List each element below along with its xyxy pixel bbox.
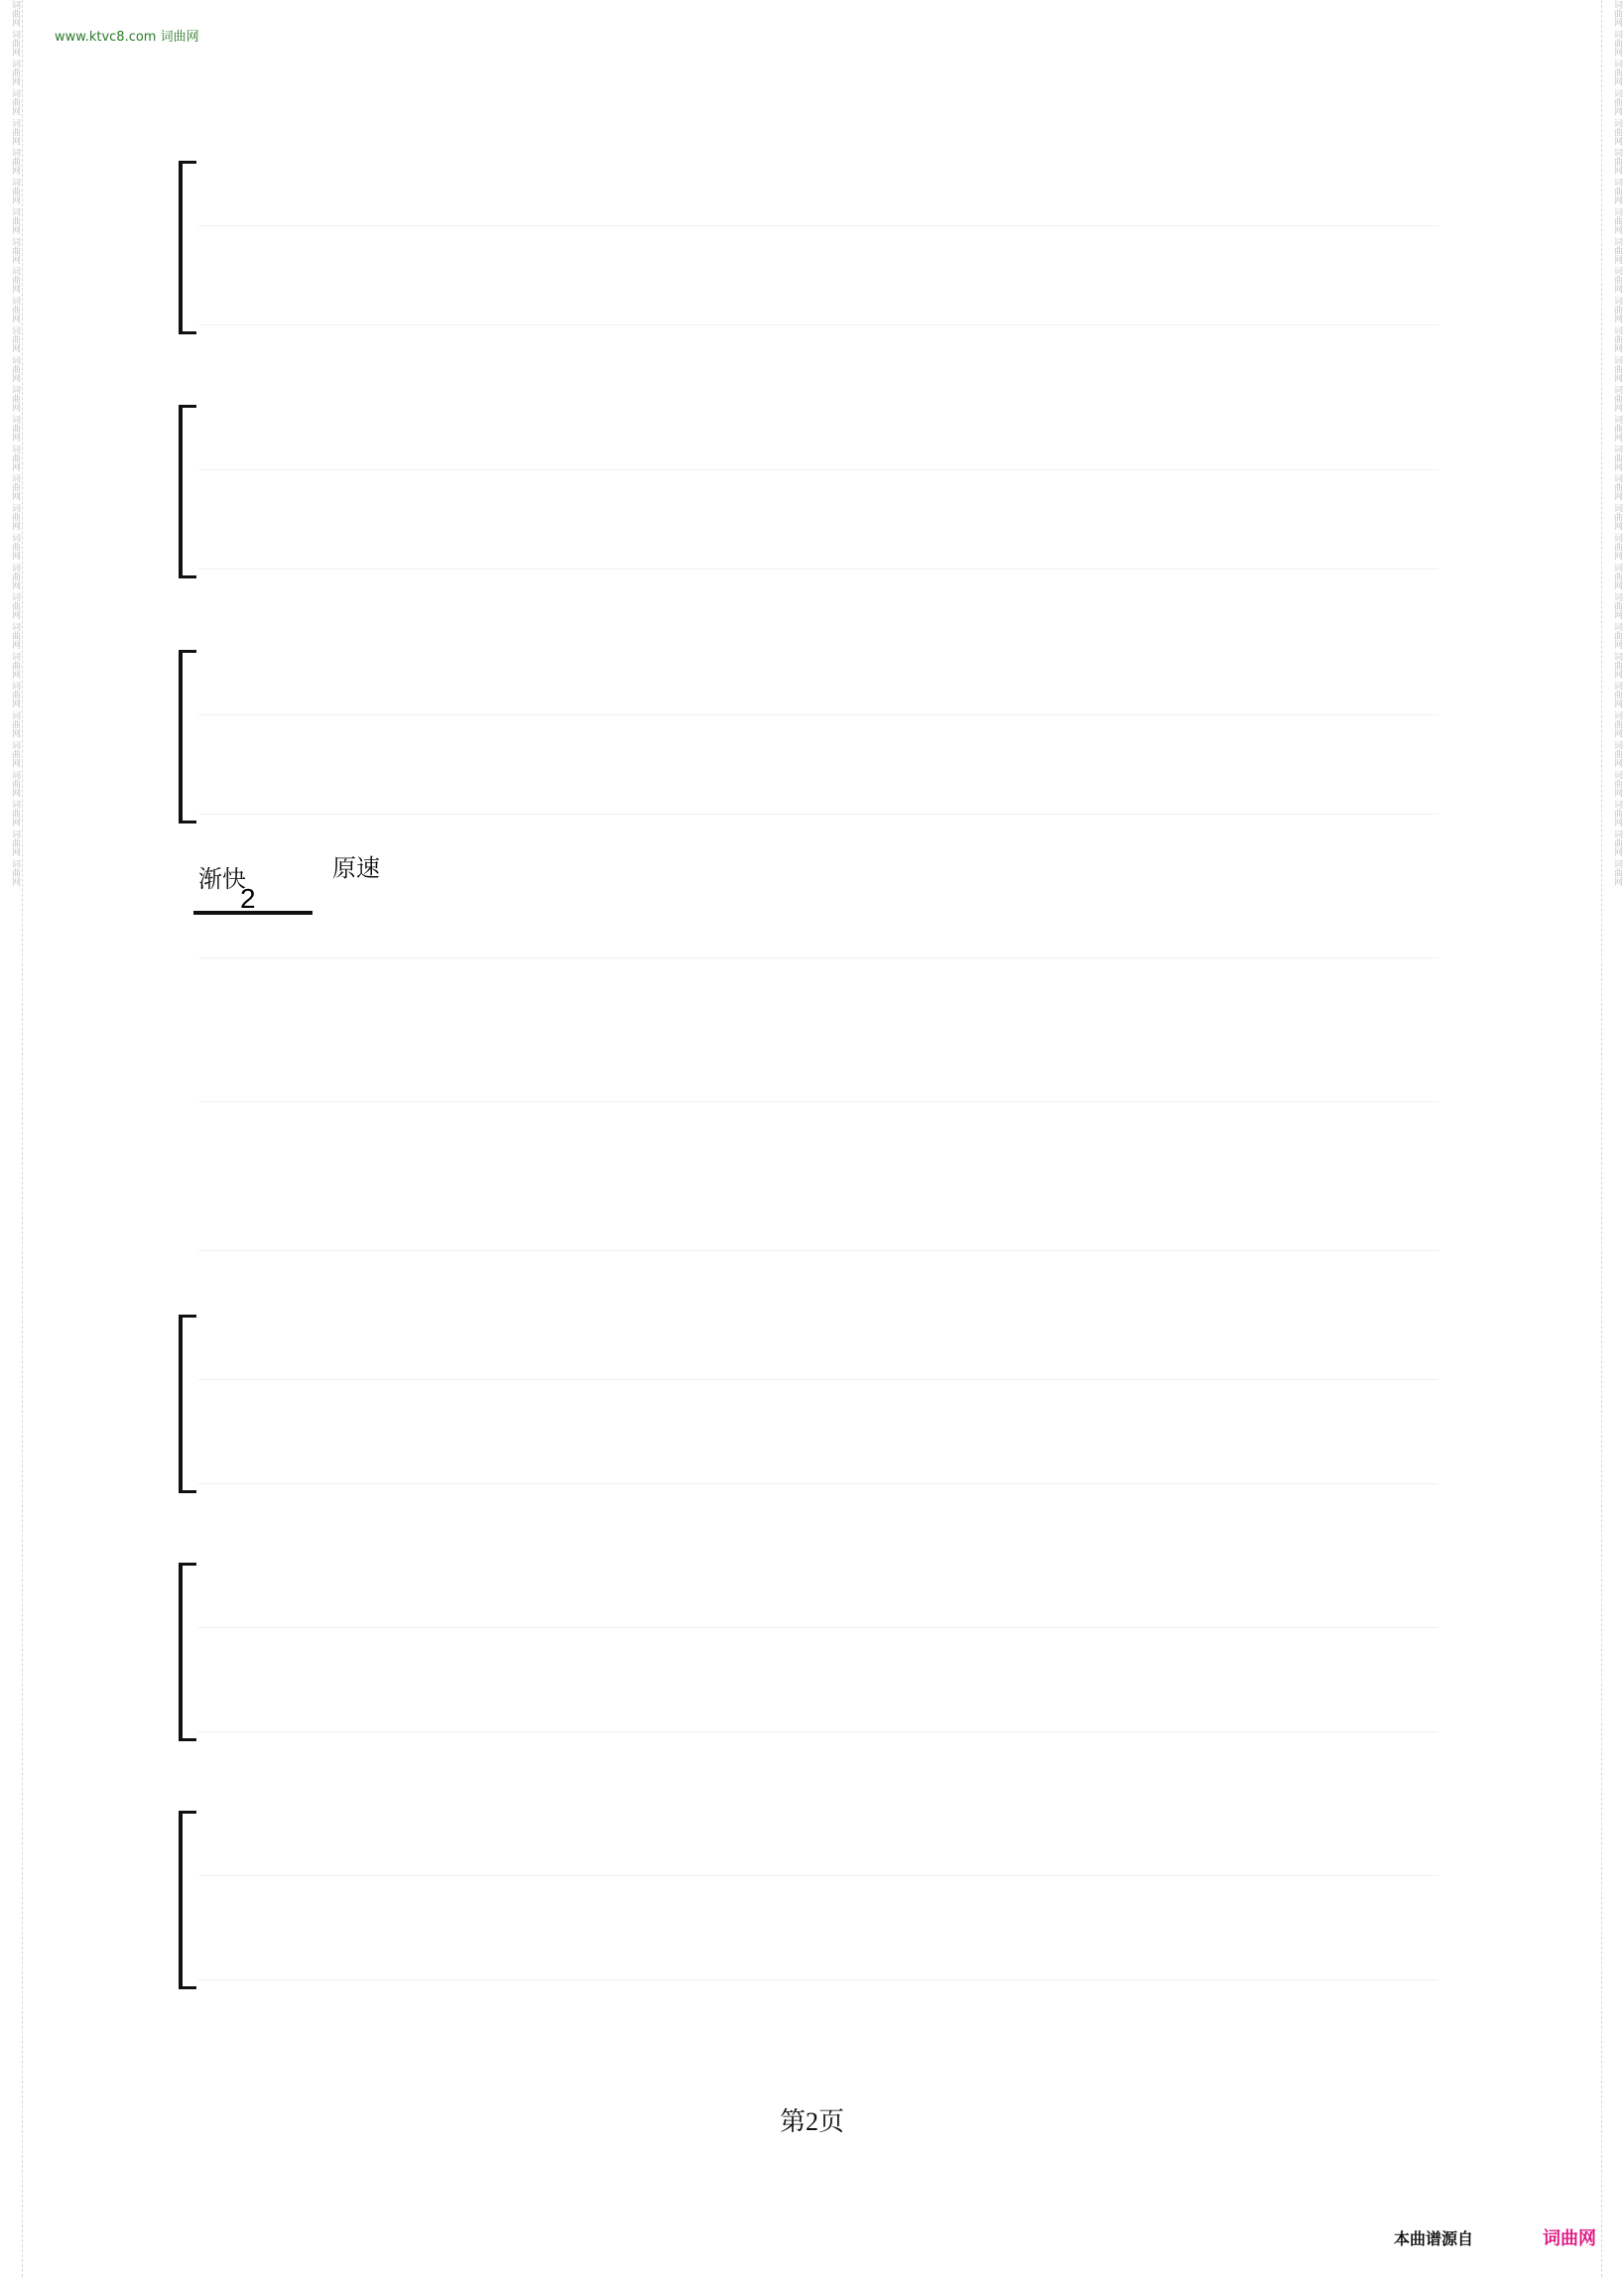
melody-row [198,898,1438,958]
score-system-5 [179,1563,1438,1741]
upper-staff-row [198,410,1438,470]
accelerando-mark: 渐快 [198,867,246,893]
lower-staff-row [198,265,1438,325]
melody-row [198,1191,1438,1251]
lower-staff-row [198,754,1438,815]
system-bracket [179,1315,196,1493]
score-system-1 [179,161,1438,334]
score-system-6 [179,1811,1438,1989]
upper-staff-row [198,1816,1438,1876]
lower-staff-row [198,1672,1438,1732]
system-bracket [179,405,196,578]
score-system-melody-1 [179,893,1438,972]
score-system-4 [179,1315,1438,1493]
score-system-melody-3 [179,1186,1438,1265]
right-watermark-strip: 词曲网 词曲网 词曲网 词曲网 词曲网 词曲网 词曲网 词曲网 词曲网 词曲网 词曲网 词曲网 词曲网 词曲网 词曲网 词曲网 词曲网 词曲网 词曲网 词曲网 词曲网 词曲网 词曲网 词曲网 词曲网 词曲网 词曲网 词曲网 词曲网 词曲网 [1601,0,1624,2277]
multi-measure-rest-count: 2 [240,883,256,914]
lower-staff-row [198,1424,1438,1484]
score-system-2 [179,405,1438,578]
lower-staff-row [198,509,1438,569]
a-tempo-mark: 原速 [332,856,380,882]
page-number: 第2页 [779,2107,844,2136]
left-watermark-strip: 词曲网 词曲网 词曲网 词曲网 词曲网 词曲网 词曲网 词曲网 词曲网 词曲网 词曲网 词曲网 词曲网 词曲网 词曲网 词曲网 词曲网 词曲网 词曲网 词曲网 词曲网 词曲网 词曲网 词曲网 词曲网 词曲网 词曲网 词曲网 词曲网 词曲网 [0,0,23,2277]
upper-staff-row [198,655,1438,715]
upper-staff-row [198,1320,1438,1380]
upper-staff-row [198,1568,1438,1628]
system-bracket [179,1563,196,1741]
lower-staff-row [198,1920,1438,1980]
score-system-melody-2 [179,1037,1438,1116]
upper-staff-row [198,166,1438,226]
score-area [179,149,1438,1964]
footer-source-label: 本曲谱源自 [1394,2229,1474,2248]
footer-site-logo: 词曲网 [1543,2228,1596,2249]
system-bracket [179,161,196,334]
site-url: www.ktvc8.com 词曲网 [55,30,199,45]
system-bracket [179,650,196,823]
system-bracket [179,1811,196,1989]
score-system-3 [179,650,1438,823]
melody-row [198,1042,1438,1102]
